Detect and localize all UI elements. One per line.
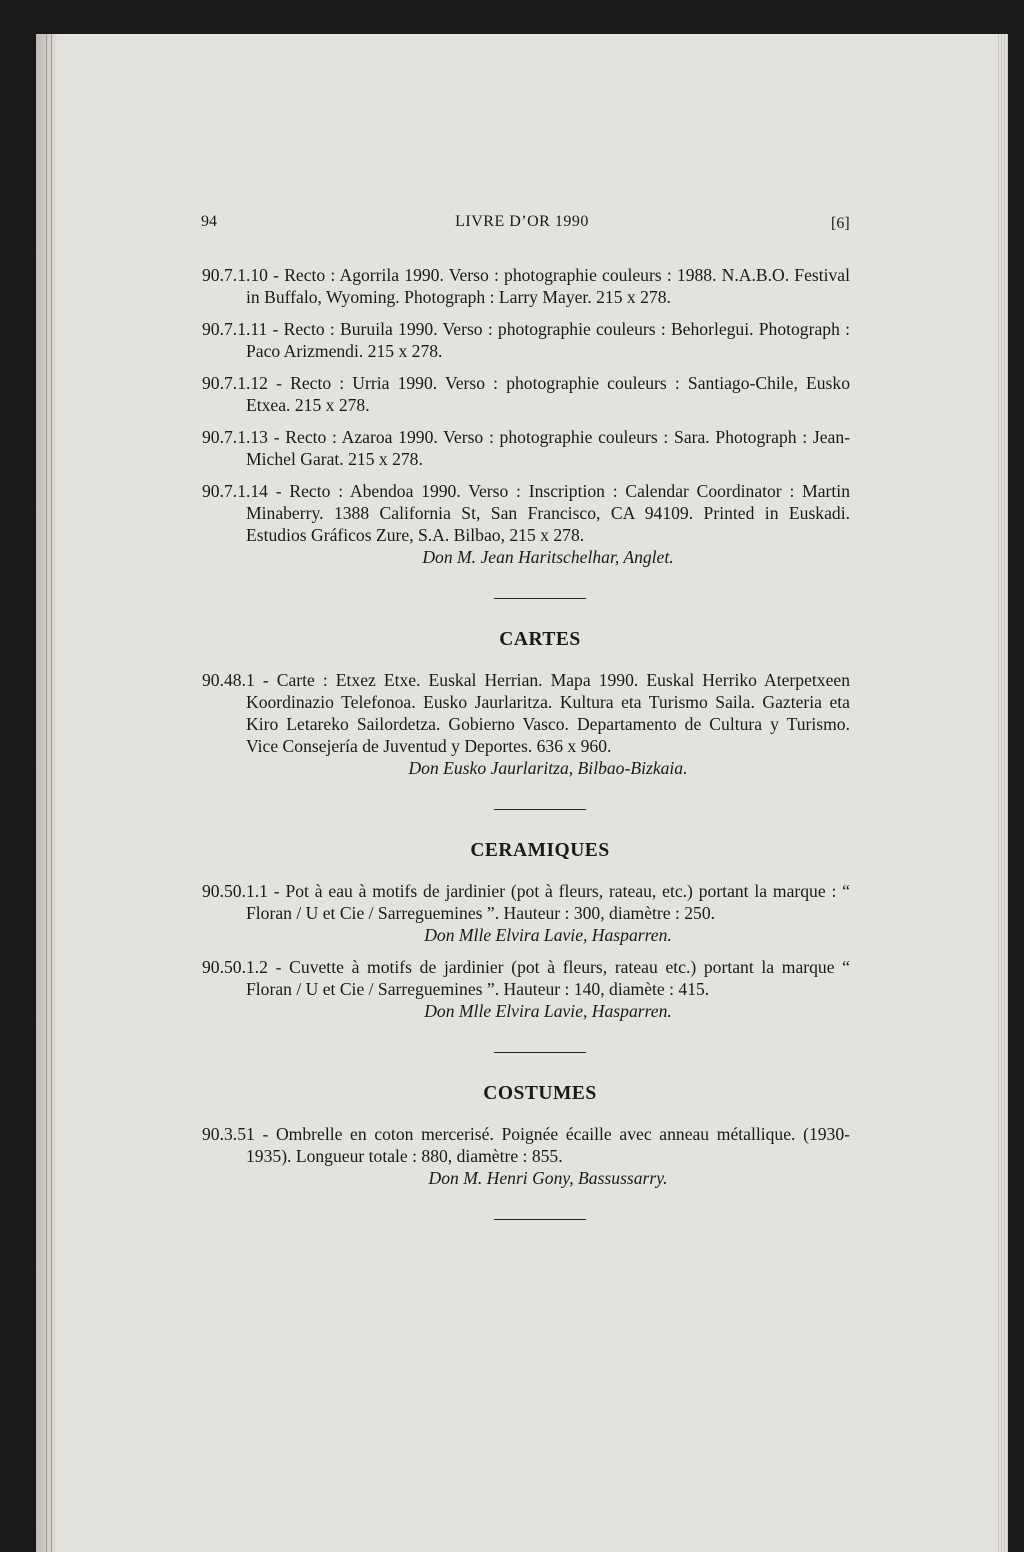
catalog-entry: 90.7.1.14 - Recto : Abendoa 1990. Verso : Inscription : Calendar Coordinator : Martin Minaberry. 1388 California St, San Francisco, CA 94109. Printed in Euskadi. Estudios Gráficos Zure, S.A. Bilbao, 215 x 278. xyxy=(202,481,850,545)
donor-line: Don M. Henri Gony, Bassussarry. xyxy=(428,1168,668,1188)
catalog-entry: 90.48.1 - Carte : Etxez Etxe. Euskal Herrian. Mapa 1990. Euskal Herriko Aterpetxeen Koordinazio Telefonoa. Eusko Jaurlaritza. Kultura eta Turismo Saila. Gazteria eta Kiro Letareko Sailordetza. Gobierno Vasco. Departamento de Cultura y Turismo. Vice Consejería de Juventud y Deportes. 636 x 960. xyxy=(202,670,850,756)
spine-line xyxy=(46,34,47,1552)
donor-line: Don M. Jean Haritschelhar, Anglet. xyxy=(422,547,674,567)
page-edge xyxy=(998,34,1008,1552)
donor-line: Don Mlle Elvira Lavie, Hasparren. xyxy=(424,1001,672,1021)
catalog-entry: 90.50.1.2 - Cuvette à motifs de jardinier (pot à fleurs, rateau etc.) portant la marque “ Floran / U et Cie / Sarreguemines ”. Hauteur : 140, diamète : 415. xyxy=(202,957,850,999)
donor-line: Don Mlle Elvira Lavie, Hasparren. xyxy=(424,925,672,945)
section-divider xyxy=(494,1219,586,1220)
catalog-entry: 90.7.1.12 - Recto : Urria 1990. Verso : photographie couleurs : Santiago-Chile, Eusko Etxea. 215 x 278. xyxy=(202,373,850,415)
section-title-cartes: CARTES xyxy=(499,629,581,650)
catalog-entry: 90.7.1.11 - Recto : Buruila 1990. Verso : photographie couleurs : Behorlegui. Photograph : Paco Arizmendi. 215 x 278. xyxy=(202,319,850,361)
section-title-costumes: COSTUMES xyxy=(483,1083,597,1104)
catalog-entry: 90.3.51 - Ombrelle en coton mercerisé. Poignée écaille avec anneau métallique. (1930-1935). Longueur totale : 880, diamètre : 855. xyxy=(202,1124,850,1166)
section-number: [6] xyxy=(831,215,850,232)
book-page xyxy=(36,34,1008,1552)
section-divider xyxy=(494,598,586,599)
section-divider xyxy=(494,809,586,810)
page-content xyxy=(202,264,850,1220)
section-divider xyxy=(494,1052,586,1053)
catalog-entry: 90.7.1.13 - Recto : Azaroa 1990. Verso : photographie couleurs : Sara. Photograph : Jean-Michel Garat. 215 x 278. xyxy=(202,427,850,469)
page-number: 94 xyxy=(201,213,217,230)
donor-line: Don Eusko Jaurlaritza, Bilbao-Bizkaia. xyxy=(408,758,688,778)
page-header xyxy=(36,213,1008,243)
running-title: LIVRE D’OR 1990 xyxy=(455,213,589,230)
spine-line xyxy=(51,34,52,1552)
section-title-ceramiques: CERAMIQUES xyxy=(470,840,610,861)
catalog-entry: 90.50.1.1 - Pot à eau à motifs de jardinier (pot à fleurs, rateau, etc.) portant la marque : “ Floran / U et Cie / Sarreguemines ”. Hauteur : 300, diamètre : 250. xyxy=(202,881,850,923)
page-spine xyxy=(36,34,58,1552)
catalog-entry: 90.7.1.10 - Recto : Agorrila 1990. Verso : photographie couleurs : 1988. N.A.B.O. Festival in Buffalo, Wyoming. Photograph : Larry Mayer. 215 x 278. xyxy=(202,265,850,307)
